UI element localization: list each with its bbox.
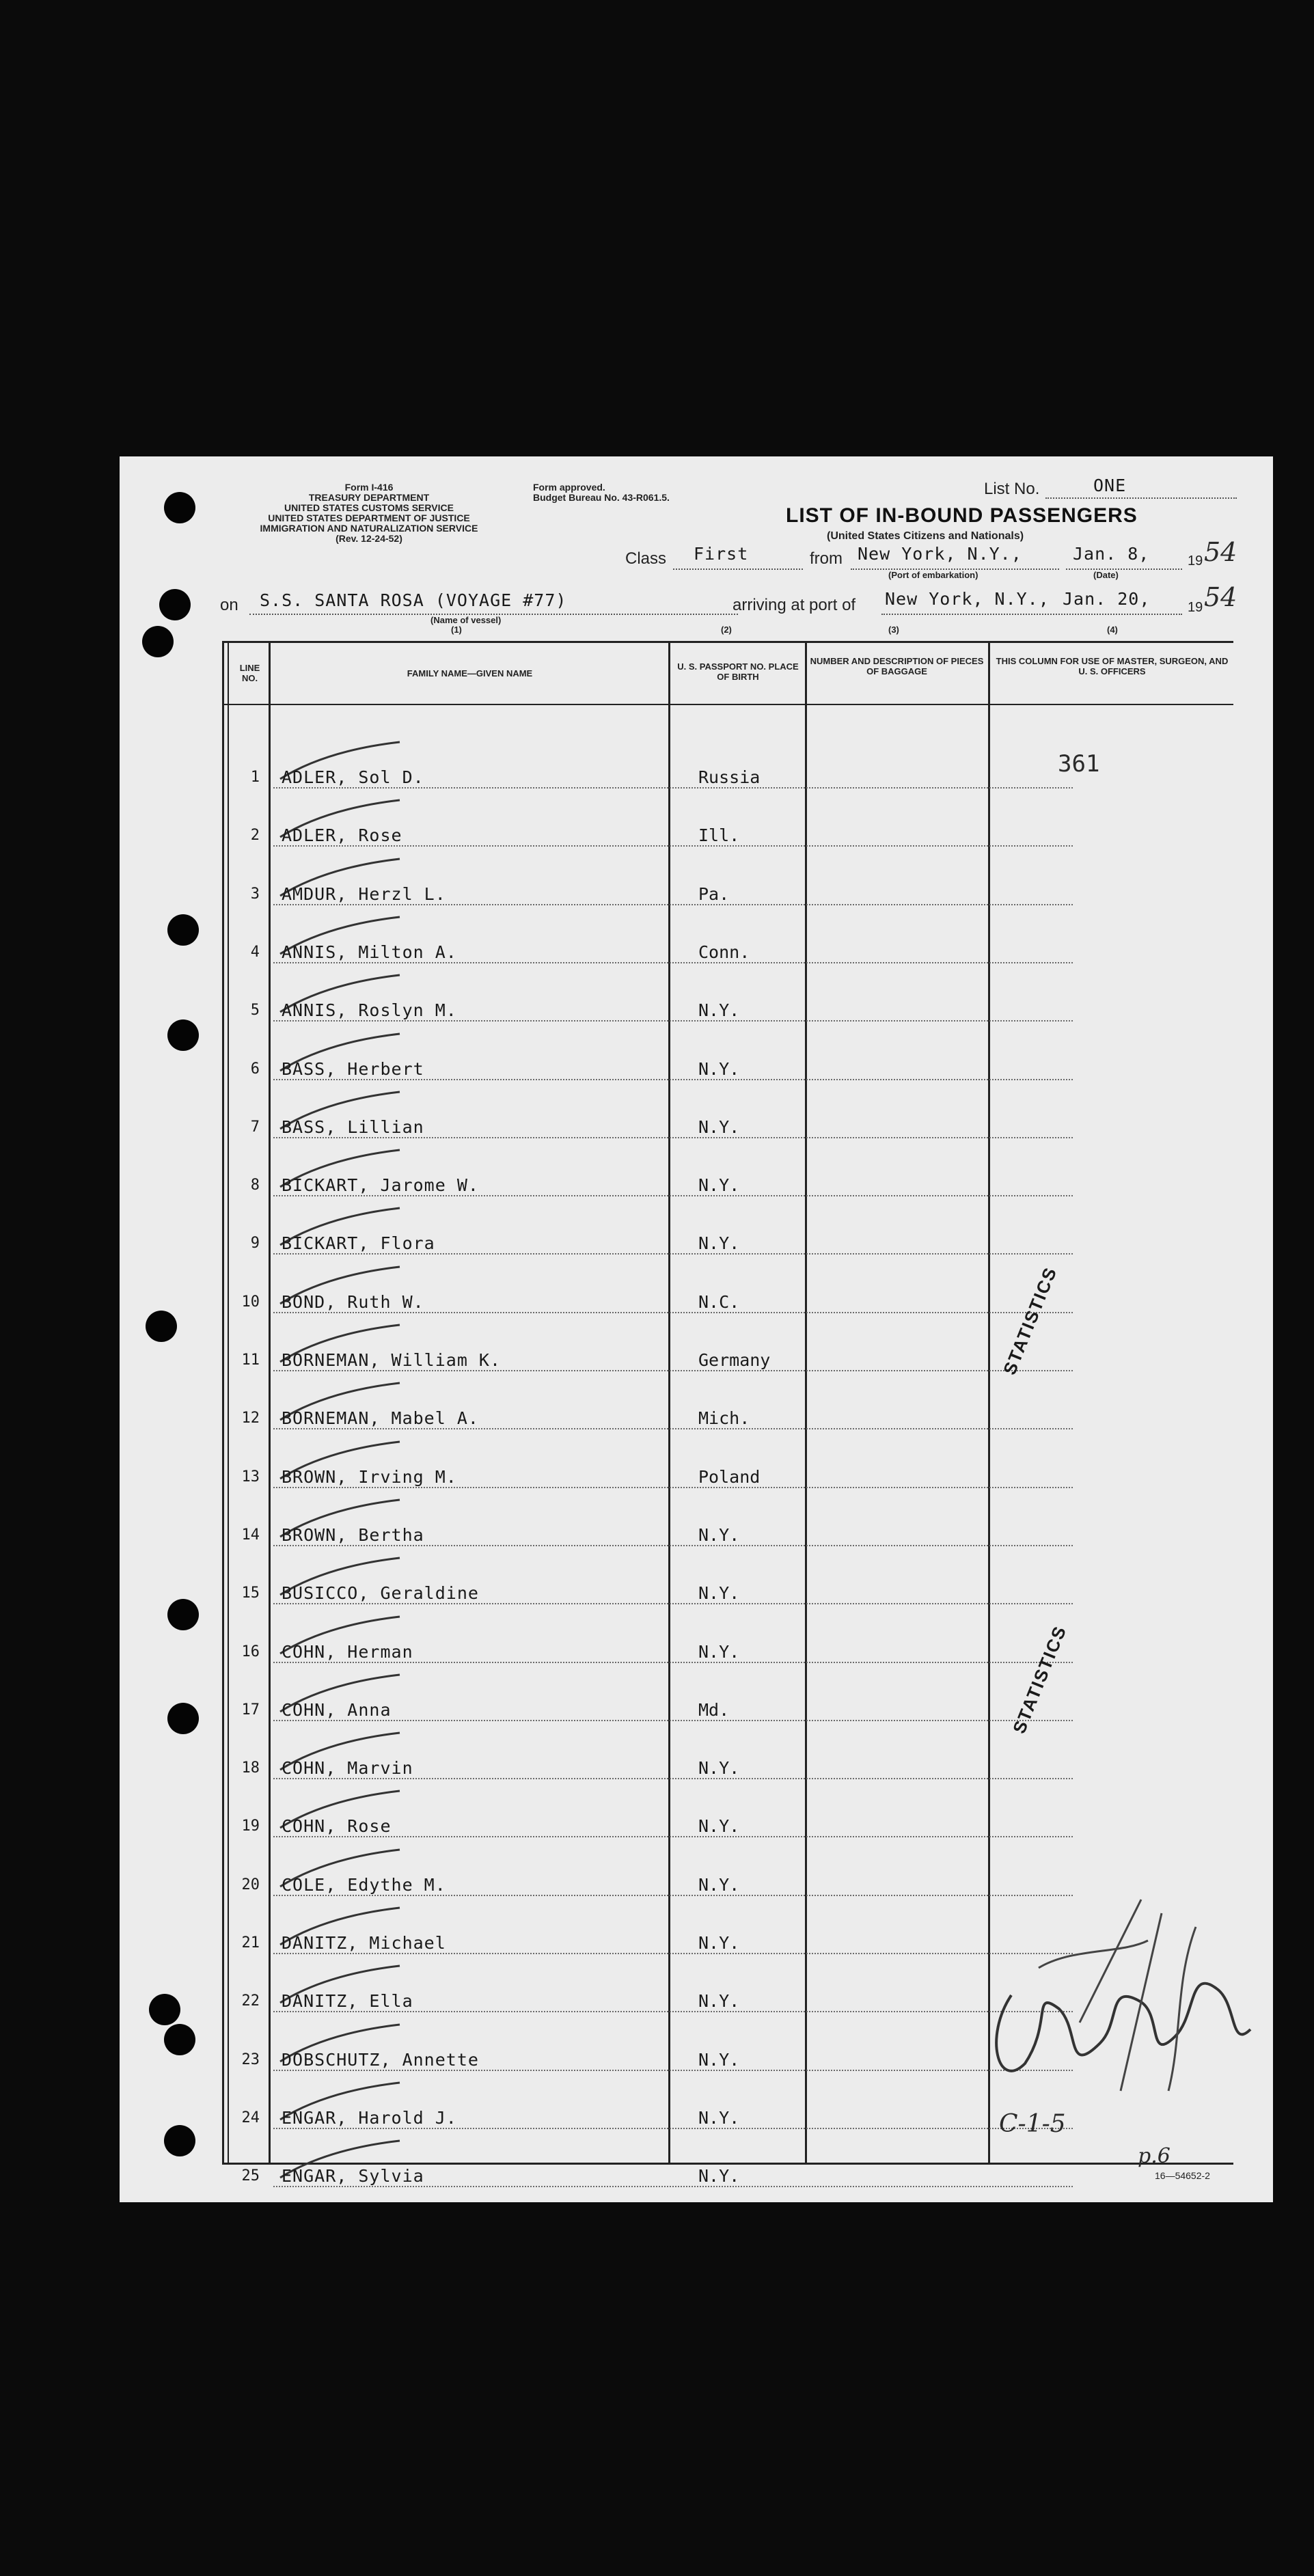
table-row — [0, 1665, 1153, 1724]
depart-date: Jan. 8, — [1073, 544, 1150, 564]
passenger-name: BUSICCO, Geraldine — [282, 1583, 479, 1604]
place-of-birth: N.Y. — [698, 2107, 740, 2128]
table-row — [0, 849, 1153, 908]
budget-bureau: Budget Bureau No. 43-R061.5. — [533, 492, 670, 503]
page-subtitle: (United States Citizens and Nationals) — [827, 530, 1024, 542]
place-of-birth: N.Y. — [698, 1816, 740, 1837]
table-row — [0, 1781, 1153, 1840]
line-number: 3 — [250, 885, 260, 903]
line-number: 20 — [241, 1876, 260, 1893]
place-of-birth: N.Y. — [698, 1233, 740, 1254]
place-of-birth: N.Y. — [698, 1116, 740, 1137]
line-number: 25 — [241, 2167, 260, 2185]
table-row — [0, 1373, 1153, 1432]
passenger-name: COLE, Edythe M. — [282, 1874, 446, 1895]
table-row — [0, 1140, 1153, 1199]
customs-service: UNITED STATES CUSTOMS SERVICE — [284, 502, 454, 513]
place-of-birth: Poland — [698, 1466, 761, 1487]
line-number: 4 — [250, 943, 260, 961]
passenger-name: BASS, Herbert — [282, 1058, 424, 1079]
passenger-name: BASS, Lillian — [282, 1116, 424, 1137]
arriving-label: arriving at port of — [733, 596, 856, 614]
col-header-officers: THIS COLUMN FOR USE OF MASTER, SURGEON, AND U. S. OFFICERS — [996, 656, 1229, 676]
col-header-passport: U. S. PASSPORT NO. PLACE OF BIRTH — [677, 661, 799, 682]
handwritten-count: 361 — [1058, 750, 1100, 778]
passenger-name: BORNEMAN, William K. — [282, 1350, 502, 1370]
from-label: from — [810, 549, 843, 568]
handwritten-note-page: p.6 — [1138, 2144, 1171, 2168]
line-number: 22 — [241, 1992, 260, 2010]
arrival-year-prefix: 19 — [1188, 600, 1203, 615]
table-row — [0, 1432, 1153, 1491]
list-no-value: ONE — [1093, 476, 1127, 495]
row-dotted-line — [273, 1836, 1073, 1837]
place-of-birth: N.Y. — [698, 1000, 740, 1021]
row-dotted-line — [273, 1020, 1073, 1022]
handwritten-note-code: C-1-5 — [999, 2110, 1066, 2138]
form-id-block — [225, 482, 512, 544]
binder-hole — [164, 492, 195, 523]
table-row — [0, 1082, 1153, 1141]
treasury-dept: TREASURY DEPARTMENT — [308, 492, 430, 503]
line-number: 24 — [241, 2109, 260, 2126]
place-of-birth: Conn. — [698, 942, 750, 962]
passenger-name: COHN, Anna — [282, 1699, 392, 1720]
passenger-name: BOND, Ruth W. — [282, 1291, 424, 1312]
place-of-birth: Germany — [698, 1350, 771, 1370]
passenger-name: COHN, Rose — [282, 1816, 392, 1837]
arrival-line — [881, 614, 1182, 615]
row-dotted-line — [273, 1195, 1073, 1196]
line-number: 10 — [241, 1293, 260, 1311]
table-row — [0, 1607, 1153, 1666]
passenger-name: BICKART, Jarome W. — [282, 1175, 479, 1196]
row-dotted-line — [273, 1253, 1073, 1255]
col-num-2: (2) — [721, 625, 732, 635]
place-of-birth: N.Y. — [698, 1641, 740, 1662]
place-of-birth: Pa. — [698, 883, 730, 904]
binder-hole — [142, 626, 174, 657]
table-row — [0, 791, 1153, 849]
row-dotted-line — [273, 1545, 1073, 1546]
row-dotted-line — [273, 2186, 1073, 2187]
passenger-name: COHN, Marvin — [282, 1758, 413, 1779]
line-number: 9 — [250, 1235, 260, 1252]
place-of-birth: Md. — [698, 1699, 730, 1720]
row-dotted-line — [273, 1428, 1073, 1429]
place-of-birth: N.Y. — [698, 1058, 740, 1079]
ins-service: IMMIGRATION AND NATURALIZATION SERVICE — [260, 523, 478, 534]
col-num-1: (1) — [451, 625, 462, 635]
page-title: LIST OF IN-BOUND PASSENGERS — [786, 504, 1138, 527]
passenger-name: ENGAR, Sylvia — [282, 2166, 424, 2187]
table-row — [0, 1024, 1153, 1083]
line-number: 7 — [250, 1118, 260, 1136]
col-header-line-no: LINE NO. — [239, 663, 260, 683]
place-of-birth: Mich. — [698, 1408, 750, 1429]
class-value: First — [694, 544, 749, 564]
place-of-birth: N.Y. — [698, 2049, 740, 2070]
row-dotted-line — [273, 2011, 1073, 2012]
passenger-name: ADLER, Rose — [282, 825, 402, 846]
place-of-birth: N.Y. — [698, 1175, 740, 1196]
row-dotted-line — [273, 1778, 1073, 1779]
row-dotted-line — [273, 1370, 1073, 1371]
line-number: 17 — [241, 1701, 260, 1718]
depart-year: 54 — [1204, 537, 1237, 567]
embark-caption: (Port of embarkation) — [888, 570, 978, 580]
passenger-name: COHN, Herman — [282, 1641, 413, 1662]
embark-port: New York, N.Y., — [858, 544, 1022, 564]
row-dotted-line — [273, 1895, 1073, 1896]
row-dotted-line — [273, 962, 1073, 963]
place-of-birth: N.Y. — [698, 1583, 740, 1604]
on-label: on — [220, 596, 238, 614]
passenger-name: DANITZ, Ella — [282, 1991, 413, 2012]
list-no-label: List No. — [984, 480, 1040, 498]
place-of-birth: Russia — [698, 767, 761, 787]
row-dotted-line — [273, 1720, 1073, 1721]
line-number: 12 — [241, 1410, 260, 1427]
col-header-baggage: NUMBER AND DESCRIPTION OF PIECES OF BAGGAGE — [810, 656, 984, 676]
line-number: 8 — [250, 1177, 260, 1194]
vessel-caption: (Name of vessel) — [430, 615, 502, 625]
passenger-name: DANITZ, Michael — [282, 1933, 446, 1953]
line-number: 21 — [241, 1934, 260, 1951]
col-num-3: (3) — [888, 625, 899, 635]
statistics-stamp: STATISTICS — [999, 1263, 1061, 1378]
binder-hole — [159, 589, 191, 620]
place-of-birth: N.Y. — [698, 1933, 740, 1953]
class-label: Class — [625, 549, 667, 568]
table-row — [0, 907, 1153, 966]
row-dotted-line — [273, 1079, 1073, 1080]
line-number: 23 — [241, 2051, 260, 2068]
table-row — [0, 732, 1153, 791]
passenger-name: ADLER, Sol D. — [282, 767, 424, 787]
approval-block — [533, 482, 697, 503]
line-number: 18 — [241, 1759, 260, 1777]
table-row — [0, 1315, 1153, 1374]
passenger-name: DOBSCHUTZ, Annette — [282, 2049, 479, 2070]
place-of-birth: N.Y. — [698, 1524, 740, 1545]
col-num-4: (4) — [1107, 625, 1118, 635]
row-dotted-line — [273, 2070, 1073, 2071]
passenger-name: ENGAR, Harold J. — [282, 2107, 457, 2128]
line-number: 11 — [241, 1352, 260, 1369]
row-dotted-line — [273, 1137, 1073, 1138]
row-dotted-line — [273, 845, 1073, 847]
line-number: 5 — [250, 1002, 260, 1019]
justice-dept: UNITED STATES DEPARTMENT OF JUSTICE — [268, 512, 470, 523]
table-top-border — [222, 641, 1233, 643]
row-dotted-line — [273, 1312, 1073, 1313]
place-of-birth: Ill. — [698, 825, 740, 846]
line-number: 14 — [241, 1526, 260, 1544]
row-dotted-line — [273, 1487, 1073, 1488]
line-number: 1 — [250, 769, 260, 786]
row-dotted-line — [273, 1603, 1073, 1604]
passenger-name: BROWN, Irving M. — [282, 1466, 457, 1487]
passenger-name: BROWN, Bertha — [282, 1524, 424, 1545]
statistics-stamp-2: STATISTICS — [1009, 1622, 1071, 1737]
vessel-name: S.S. SANTA ROSA (VOYAGE #77) — [260, 590, 567, 610]
table-row — [0, 1490, 1153, 1549]
row-dotted-line — [273, 904, 1073, 905]
revision-date: (Rev. 12-24-52) — [336, 533, 402, 544]
passenger-name: BICKART, Flora — [282, 1233, 435, 1254]
table-row — [0, 1548, 1153, 1607]
row-dotted-line — [273, 1953, 1073, 1954]
form-approved: Form approved. — [533, 482, 605, 493]
place-of-birth: N.Y. — [698, 1991, 740, 2012]
place-of-birth: N.Y. — [698, 2166, 740, 2187]
arrival-port: New York, N.Y., — [885, 589, 1050, 609]
line-number: 2 — [250, 827, 260, 845]
passenger-name: ANNIS, Milton A. — [282, 942, 457, 962]
passenger-name: BORNEMAN, Mabel A. — [282, 1408, 479, 1429]
table-row — [0, 1723, 1153, 1782]
place-of-birth: N.Y. — [698, 1758, 740, 1779]
row-dotted-line — [273, 2128, 1073, 2129]
col-header-name: FAMILY NAME—GIVEN NAME — [407, 668, 533, 679]
table-header-border — [222, 704, 1233, 705]
form-number: Form I-416 — [344, 482, 394, 493]
row-dotted-line — [273, 787, 1073, 789]
table-row — [0, 1198, 1153, 1257]
line-number: 16 — [241, 1643, 260, 1660]
table-row — [0, 1257, 1153, 1316]
passenger-name: AMDUR, Herzl L. — [282, 883, 446, 904]
table-row — [0, 965, 1153, 1024]
place-of-birth: N.C. — [698, 1291, 740, 1312]
class-line — [673, 568, 803, 570]
line-number: 15 — [241, 1585, 260, 1602]
arrival-date: Jan. 20, — [1063, 589, 1151, 609]
row-dotted-line — [273, 1662, 1073, 1663]
depart-year-prefix: 19 — [1188, 553, 1203, 568]
list-no-line — [1045, 497, 1237, 499]
date-caption: (Date) — [1093, 570, 1119, 580]
line-number: 6 — [250, 1060, 260, 1078]
place-of-birth: N.Y. — [698, 1874, 740, 1895]
date-line — [1066, 568, 1182, 570]
line-number: 13 — [241, 1468, 260, 1485]
arrival-year: 54 — [1204, 582, 1237, 612]
passenger-name: ANNIS, Roslyn M. — [282, 1000, 457, 1021]
form-footer-code: 16—54652-2 — [1155, 2170, 1210, 2181]
line-number: 19 — [241, 1818, 260, 1835]
